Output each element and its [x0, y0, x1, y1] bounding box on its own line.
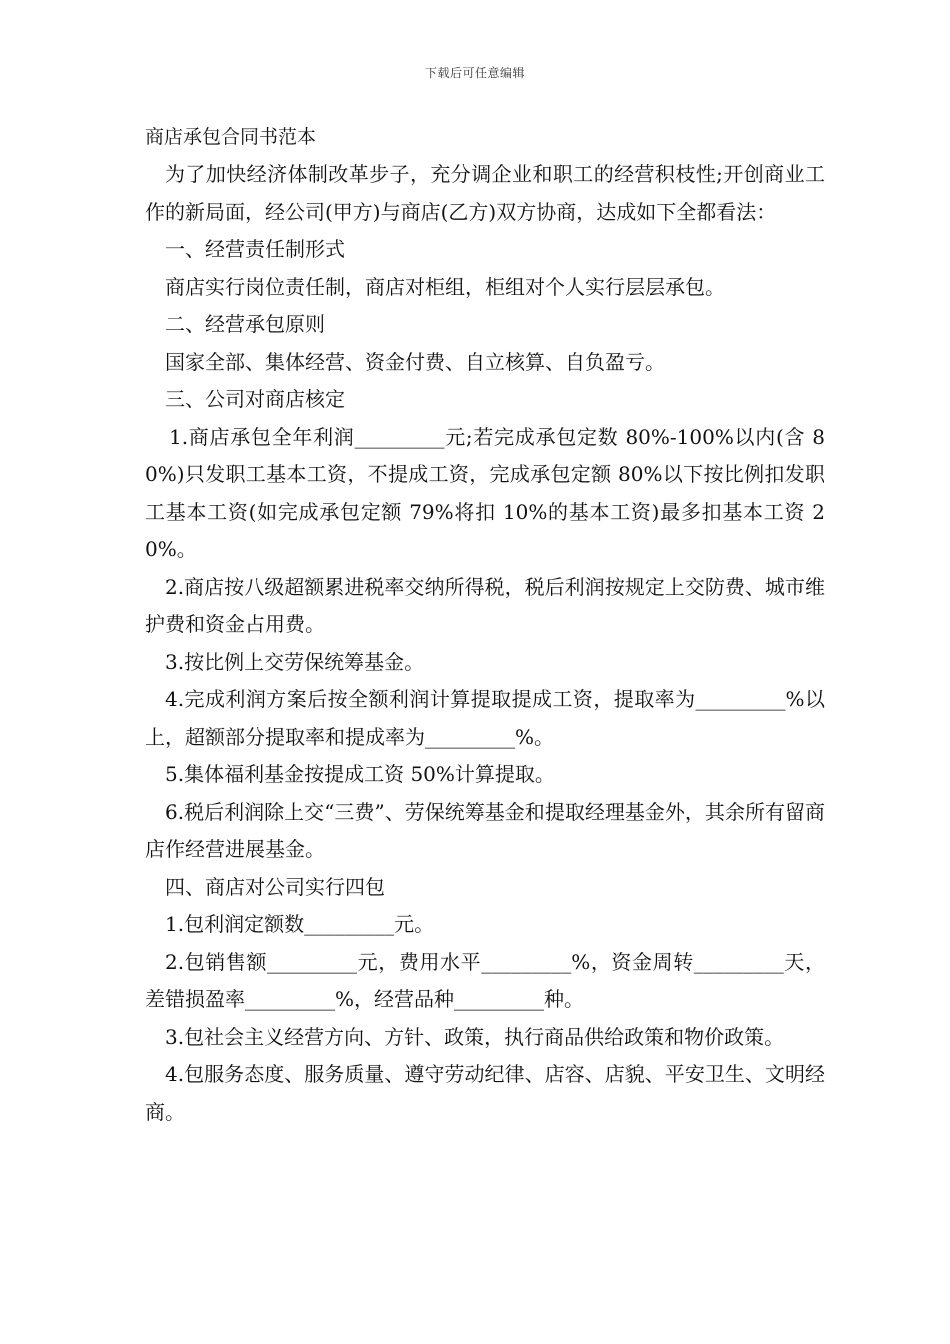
- intro-paragraph: 为了加快经济体制改革步子，充分调企业和职工的经营积枝性;开创商业工作的新局面，经公司(甲方)与商店(乙方)双方协商，达成如下全都看法：: [145, 162, 825, 224]
- section-paragraph: 3.按比例上交劳保统筹基金。: [165, 649, 425, 674]
- section-paragraph: 商店实行岗位责任制，商店对柜组，柜组对个人实行层层承包。: [165, 274, 725, 299]
- section-paragraph: 2.包销售额_________元，费用水平_________%，资金周转_________天，差错损盈率_________%，经营品种_________种。: [145, 949, 825, 1011]
- document-body: [145, 122, 825, 1131]
- section-heading: 三、公司对商店核定: [165, 387, 345, 411]
- document-title: 商店承包合同书范本: [145, 126, 317, 148]
- section-heading: 二、经营承包原则: [165, 312, 325, 336]
- section-paragraph: 1.包利润定额数_________元。: [165, 912, 435, 936]
- section-paragraph: 3.包社会主义经营方向、方针、政策，执行商品供给政策和物价政策。: [165, 1024, 785, 1049]
- section-paragraph: 6.税后利润除上交“三费”、劳保统筹基金和提取经理基金外，其余所有留商店作经营进展基金。: [145, 799, 825, 861]
- section-paragraph: 5.集体福利基金按提成工资 50%计算提取。: [165, 762, 555, 786]
- section-heading: 一、经营责任制形式: [165, 237, 345, 261]
- section-paragraph: 国家全部、集体经营、资金付费、自立核算、自负盈亏。: [165, 349, 665, 374]
- section-paragraph: 2.商店按八级超额累进税率交纳所得税，税后利润按规定上交防费、城市维护费和资金占用费。: [145, 574, 825, 636]
- section-paragraph: 4.完成利润方案后按全额利润计算提取提成工资，提取率为_________%以上，超额部分提取率和提成率为_________%。: [145, 687, 825, 749]
- section-heading: 四、商店对公司实行四包: [165, 874, 385, 899]
- section-paragraph: 1.商店承包全年利润_________元;若完成承包定数 80%-100%以内(含 80%)只发职工基本工资，不提成工资，完成承包定额 80%以下按比例扣发职工基本工资(如完成承包定额 79%将扣 10%的基本工资)最多扣基本工资 20%。: [145, 424, 825, 561]
- section-paragraph: 4.包服务态度、服务质量、遵守劳动纪律、店容、店貌、平安卫生、文明经商。: [145, 1062, 825, 1124]
- page-header: 下载后可任意编辑: [424, 66, 525, 80]
